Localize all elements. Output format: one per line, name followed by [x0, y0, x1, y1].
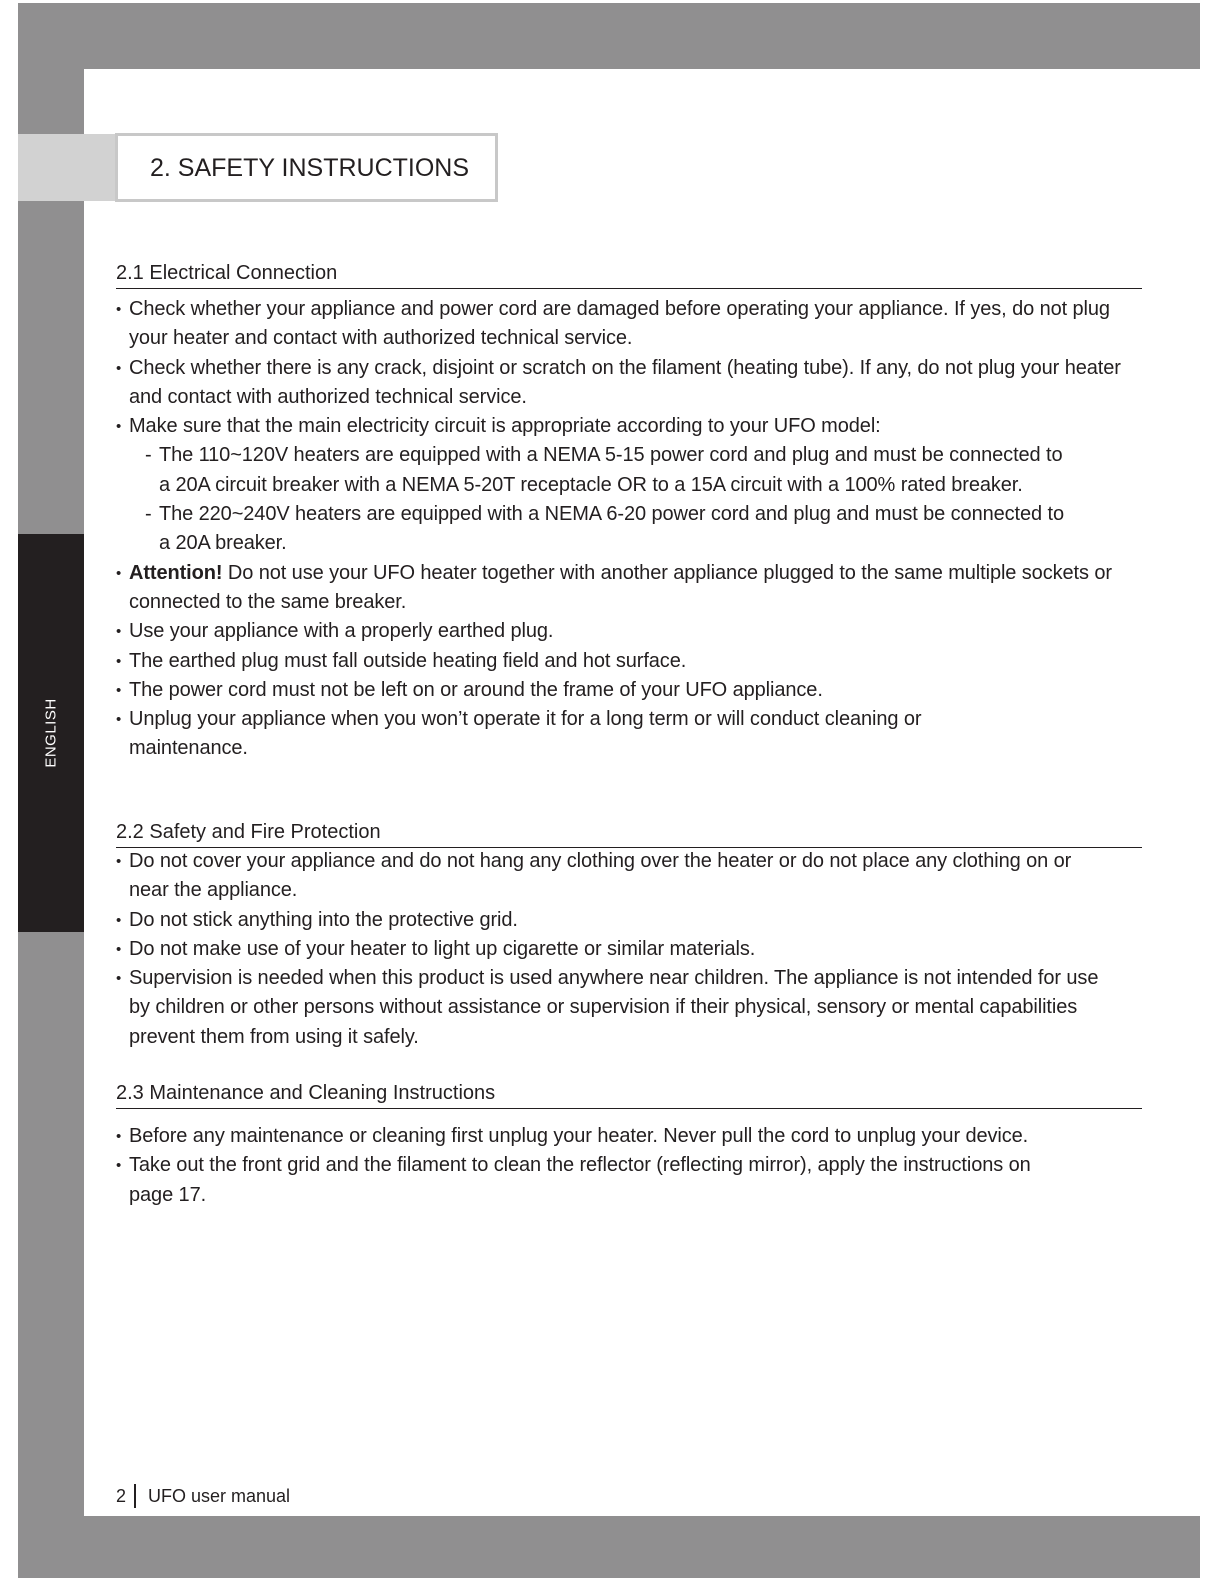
dash-marker: -	[145, 444, 152, 467]
list-item: • The earthed plug must fall outside heating field and hot surface.	[116, 647, 1146, 676]
list-item: • Use your appliance with a properly earthed plug.	[116, 617, 1146, 646]
list-item: • Do not make use of your heater to light up cigarette or similar materials.	[116, 935, 1076, 964]
section-electrical-list	[116, 295, 1146, 764]
list-item: • The power cord must not be left on or around the frame of your UFO appliance.	[116, 676, 1146, 705]
footer-divider	[134, 1484, 136, 1508]
dash-marker: -	[145, 503, 152, 526]
section-heading-safety: 2.2 Safety and Fire Protection	[116, 817, 1142, 848]
list-item: • Do not cover your appliance and do not hang any clothing over the heater or do not place any clothing on or near the appliance.	[116, 847, 1076, 906]
sub-list-item	[116, 500, 1069, 559]
list-item: • Check whether there is any crack, disjoint or scratch on the filament (heating tube). If any, do not plug your heater and contact with authorized technical service.	[116, 354, 1146, 413]
list-item: • Supervision is needed when this product is used anywhere near children. The appliance is not intended for use by children or other persons without assistance or supervision if their physical, sensory or mental capabilities prevent them from using it safely.	[116, 964, 1104, 1052]
list-item: • Before any maintenance or cleaning first unplug your heater. Never pull the cord to unplug your device.	[116, 1122, 1031, 1151]
sub-list-item-text: The 110~120V heaters are equipped with a NEMA 5-15 power cord and plug and must be connected to a 20A circuit breaker with a NEMA 5-20T receptacle OR to a 15A circuit with a 100% rated breaker.	[159, 444, 1063, 496]
list-item: • Make sure that the main electricity circuit is appropriate according to your UFO model:	[116, 412, 1146, 441]
title-tab-background	[18, 134, 118, 201]
page-title: 2. SAFETY INSTRUCTIONS	[150, 154, 470, 182]
list-item: • Take out the front grid and the filament to clean the reflector (reflecting mirror), apply the instructions on page 17.	[116, 1151, 1031, 1210]
footer-manual-name: UFO user manual	[148, 1486, 291, 1506]
section-heading-electrical: 2.1 Electrical Connection	[116, 258, 1142, 289]
list-item: • Unplug your appliance when you won’t operate it for a long term or will conduct cleaning or maintenance.	[116, 705, 999, 764]
page-title-box	[115, 133, 498, 202]
list-item: • Do not stick anything into the protective grid.	[116, 906, 1076, 935]
list-item: • Check whether your appliance and power cord are damaged before operating your appliance. If yes, do not plug your heater and contact with authorized technical service.	[116, 295, 1146, 354]
section-heading-maintenance: 2.3 Maintenance and Cleaning Instructions	[116, 1078, 1142, 1109]
top-border-band	[18, 3, 1200, 69]
attention-text: Do not use your UFO heater together with another appliance plugged to the same multiple sockets or connected to the same breaker.	[129, 561, 1112, 613]
attention-item	[116, 559, 1146, 618]
attention-label: Attention!	[129, 561, 223, 584]
bottom-border-band	[18, 1516, 1200, 1578]
sub-list-item-text: The 220~240V heaters are equipped with a NEMA 6-20 power cord and plug and must be connected to a 20A breaker.	[159, 503, 1064, 555]
language-label: ENGLISH	[42, 698, 60, 768]
section-maintenance-list	[116, 1122, 1031, 1210]
page-number: 2	[116, 1486, 127, 1506]
section-safety-list	[116, 847, 1099, 1052]
sub-list-item	[116, 441, 1069, 500]
